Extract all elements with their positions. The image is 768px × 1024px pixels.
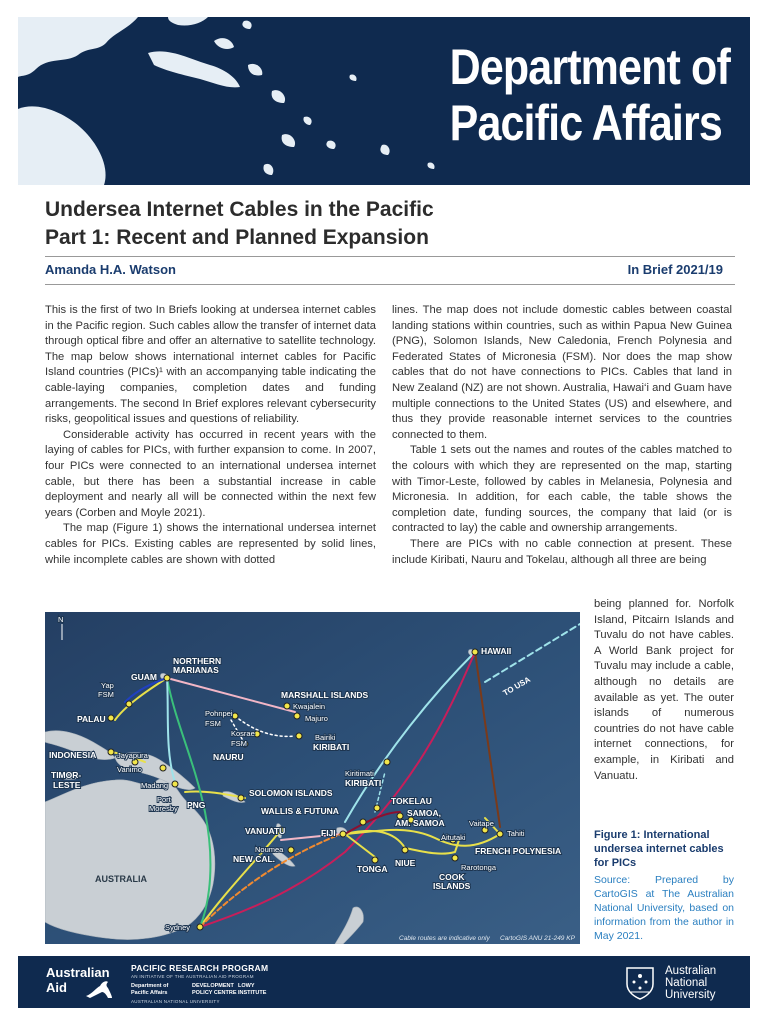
right-paragraph-2: Table 1 sets out the names and routes of the cables matched to the colours with which they are represented on the map, starting with Timor-Leste, followed by cables in Melanesia, Polynesia and Micronesia. In addition, for each cable, the table shows the completion date, funding sources, the company that laid (or is contracted to lay) the cable and ownership arrangements.	[392, 444, 732, 535]
left-paragraph-3: The map (Figure 1) shows the international undersea internet cables for PICs. Existing cables are represented by solid lines, while incomplete cables are shown with dotted	[45, 522, 376, 566]
label-hawaii: HAWAII	[481, 646, 512, 656]
figure-title: Figure 1: International undersea internet cables for PICs	[594, 829, 724, 869]
cable-map	[45, 612, 580, 944]
landing-hawaii	[472, 649, 478, 655]
anu-logo-text	[665, 965, 716, 1001]
landing-pohnpei	[232, 713, 238, 719]
landing-sydney	[197, 924, 203, 930]
partner-dpa-line2: Pacific Affairs	[131, 990, 168, 996]
document-title-line2: Part 1: Recent and Planned Expansion	[45, 226, 429, 249]
label-samoa-2: AM. SAMOA	[395, 818, 445, 828]
label-majuro: Majuro	[305, 714, 328, 723]
label-sydney: Sydney	[165, 923, 191, 932]
landing-solomon	[238, 795, 244, 801]
cable-map-svg	[45, 612, 580, 944]
label-fiji: FIJI	[321, 828, 336, 838]
label-kosrae: Kosrae	[231, 729, 255, 738]
landing-guam	[164, 675, 170, 681]
pacific-research-program-sub: AN INITIATIVE OF THE AUSTRALIAN AID PROGRAM	[131, 974, 254, 979]
label-vaitape: Vaitape	[469, 819, 494, 828]
landing-niue	[402, 847, 408, 853]
label-port-moresby-2: Moresby	[149, 804, 178, 813]
label-palau: PALAU	[77, 714, 106, 724]
right-paragraph-1: lines. The map does not include domestic cables between coastal landing stations within countries, such as within Papua New Guinea (PNG), Solomon Islands, New Caledonia, French Polynesia and Federated States of Micronesia (FSM). Nor does the map show cables that do not have connections to PICs. Cables that land in New Zealand (NZ) are not shown. Australia, Hawai‘i and Guam have multiple connections to the United States (US) and elsewhere, and thus they provide reasonable internet services to the countries connected to them.	[392, 304, 732, 441]
label-indonesia: INDONESIA	[49, 750, 97, 760]
partner-lowy-line2: INSTITUTE	[238, 990, 267, 996]
banner-title	[450, 39, 730, 151]
label-solomon-islands: SOLOMON ISLANDS	[249, 788, 333, 798]
label-cook-2: ISLANDS	[433, 881, 471, 891]
partner-devpolicy-logo	[192, 983, 237, 997]
document-title-line1: Undersea Internet Cables in the Pacific	[45, 198, 434, 221]
landing-fiji	[340, 831, 346, 837]
label-png: PNG	[187, 800, 206, 810]
map-footnote-routes: Cable routes are indicative only	[399, 935, 490, 942]
landing-rarotonga	[452, 855, 458, 861]
landing-tahiti	[497, 831, 503, 837]
label-timor-2: LESTE	[53, 780, 81, 790]
anu-subline: AUSTRALIAN NATIONAL UNIVERSITY	[131, 999, 220, 1004]
partner-dpa-logo	[131, 983, 168, 997]
label-northern-marianas-2: MARIANAS	[173, 665, 219, 675]
pacific-research-program: PACIFIC RESEARCH PROGRAM	[131, 963, 269, 973]
north-label: N	[58, 615, 64, 624]
label-tokelau: TOKELAU	[391, 796, 432, 806]
author-divider	[45, 284, 735, 285]
figure-source: Source: Prepared by CartoGIS at The Australian National University, based on information from the author in May 2021.	[594, 874, 734, 942]
label-tonga: TONGA	[357, 864, 388, 874]
kangaroo-icon	[84, 978, 114, 1000]
label-kiribati-2: KIRIBATI	[345, 778, 382, 788]
label-noumea-1: Noumea	[255, 845, 284, 854]
label-kiritimati: Kiritimati	[345, 769, 374, 778]
side-paragraph: being planned for. Norfolk Island, Pitcairn Islands and Tuvalu do not have cables. A World Bank project for Tuvalu may include a cable, although no details are available as yet. The outer islands of numerous countries do not have cable internet connections, for example, in Kiribati and Vanuatu.	[594, 598, 734, 782]
label-cook-1: COOK	[439, 872, 465, 882]
label-tahiti: Tahiti	[507, 829, 525, 838]
label-fsm-1: FSM	[98, 690, 114, 699]
label-timor-1: TIMOR-	[51, 770, 82, 780]
label-madang: Madang	[141, 781, 169, 790]
landing-yap	[126, 701, 132, 707]
landing-kosrae	[254, 731, 260, 737]
anu-line1: Australian	[665, 965, 717, 977]
label-to-usa: TO USA	[501, 674, 533, 698]
partner-dpa-line1: Department of	[131, 983, 169, 989]
anu-line2: National	[665, 977, 708, 989]
title-divider	[45, 256, 735, 257]
banner-title-line1: Department of	[449, 39, 730, 95]
document-title	[45, 196, 735, 252]
left-paragraph-2: Considerable activity has occurred in recent years with the laying of cables for PICs, with further expansion to come. In 2007, four PICs were connected to an international undersea internet cable, but there has been a substantial increase in cable deployment and nearly all will be connected within the next few years (Corben and Moyle 2021).	[45, 428, 376, 519]
australian-aid-line1: Australian	[46, 965, 110, 980]
label-port-moresby-1: Port	[157, 795, 171, 804]
landing-kiritimati	[384, 759, 390, 765]
banner-title-line2: Pacific Affairs	[449, 95, 723, 151]
label-fsm-3: FSM	[231, 739, 247, 748]
anu-line3: University	[665, 989, 716, 1001]
label-marshall-islands: MARSHALL ISLANDS	[281, 690, 369, 700]
label-niue: NIUE	[395, 858, 416, 868]
landing-bairiki	[296, 733, 302, 739]
label-aitutaki: Aitutaki	[441, 833, 466, 842]
brief-number: In Brief 2021/19	[627, 262, 723, 277]
label-kiribati-1: KIRIBATI	[313, 742, 350, 752]
left-column	[45, 303, 376, 568]
label-jayapura: Jayapura	[117, 751, 148, 760]
author-name: Amanda H.A. Watson	[45, 262, 176, 277]
partner-lowy-line1: LOWY	[238, 983, 255, 989]
label-nauru: NAURU	[213, 752, 244, 762]
label-guam: GUAM	[131, 672, 157, 682]
label-australia: AUSTRALIA	[95, 874, 147, 884]
partner-devpolicy-line1: DEVELOPMENT	[192, 983, 234, 989]
landing-tonga	[372, 857, 378, 863]
label-kwajalein: Kwajalein	[293, 702, 326, 711]
landing-tokelau	[374, 805, 380, 811]
label-rarotonga: Rarotonga	[461, 863, 497, 872]
partner-lowy-logo	[238, 983, 266, 997]
label-yap: Yap	[101, 681, 114, 690]
label-samoa-1: SAMOA,	[407, 808, 441, 818]
map-footnote-credit: CartoGIS ANU 21-249 KP	[500, 935, 575, 942]
label-fsm-2: FSM	[205, 719, 221, 728]
label-vanimo: Vanimo	[117, 765, 142, 774]
label-french-polynesia: FRENCH POLYNESIA	[475, 846, 562, 856]
header-banner	[18, 17, 750, 185]
landing-palau	[108, 715, 114, 721]
left-paragraph-1: This is the first of two In Briefs looking at undersea internet cables in the Pacific region. Such cables allow the transfer of internet data through optical fibre and offer an alternative to satellite technology. The map below shows international internet cables for Pacific Island countries (PICs)¹ with an accompanying table indicating the cable-laying companies, completion dates and funding arrangements. The second In Brief explores relevant cybersecurity risks, geopolitical issues and questions of reliability.	[45, 304, 376, 426]
landing-majuro	[294, 713, 300, 719]
landing-wallis	[360, 819, 366, 825]
label-vanuatu: VANUATU	[245, 826, 286, 836]
landing-port-moresby	[172, 781, 178, 787]
partner-devpolicy-line2: POLICY CENTRE	[192, 990, 237, 996]
label-pohnpei: Pohnpei	[205, 709, 233, 718]
label-northern-marianas-1: NORTHERN	[173, 656, 222, 666]
landing-jayapura	[108, 749, 114, 755]
right-paragraph-3: There are PICs with no cable connection at present. These include Kiribati, Nauru and Tokelau, although all three are being	[392, 537, 732, 566]
australian-aid-line2: Aid	[46, 980, 67, 995]
landing-noumea	[288, 847, 294, 853]
label-bairiki: Bairiki	[315, 733, 336, 742]
landing-madang	[160, 765, 166, 771]
landing-kwajalein	[284, 703, 290, 709]
anu-crest-icon	[623, 964, 657, 1000]
right-column	[392, 303, 732, 568]
footer	[18, 956, 750, 1008]
label-noumea-2: NEW CAL.	[233, 854, 276, 864]
label-wallis-futuna: WALLIS & FUTUNA	[261, 806, 339, 816]
